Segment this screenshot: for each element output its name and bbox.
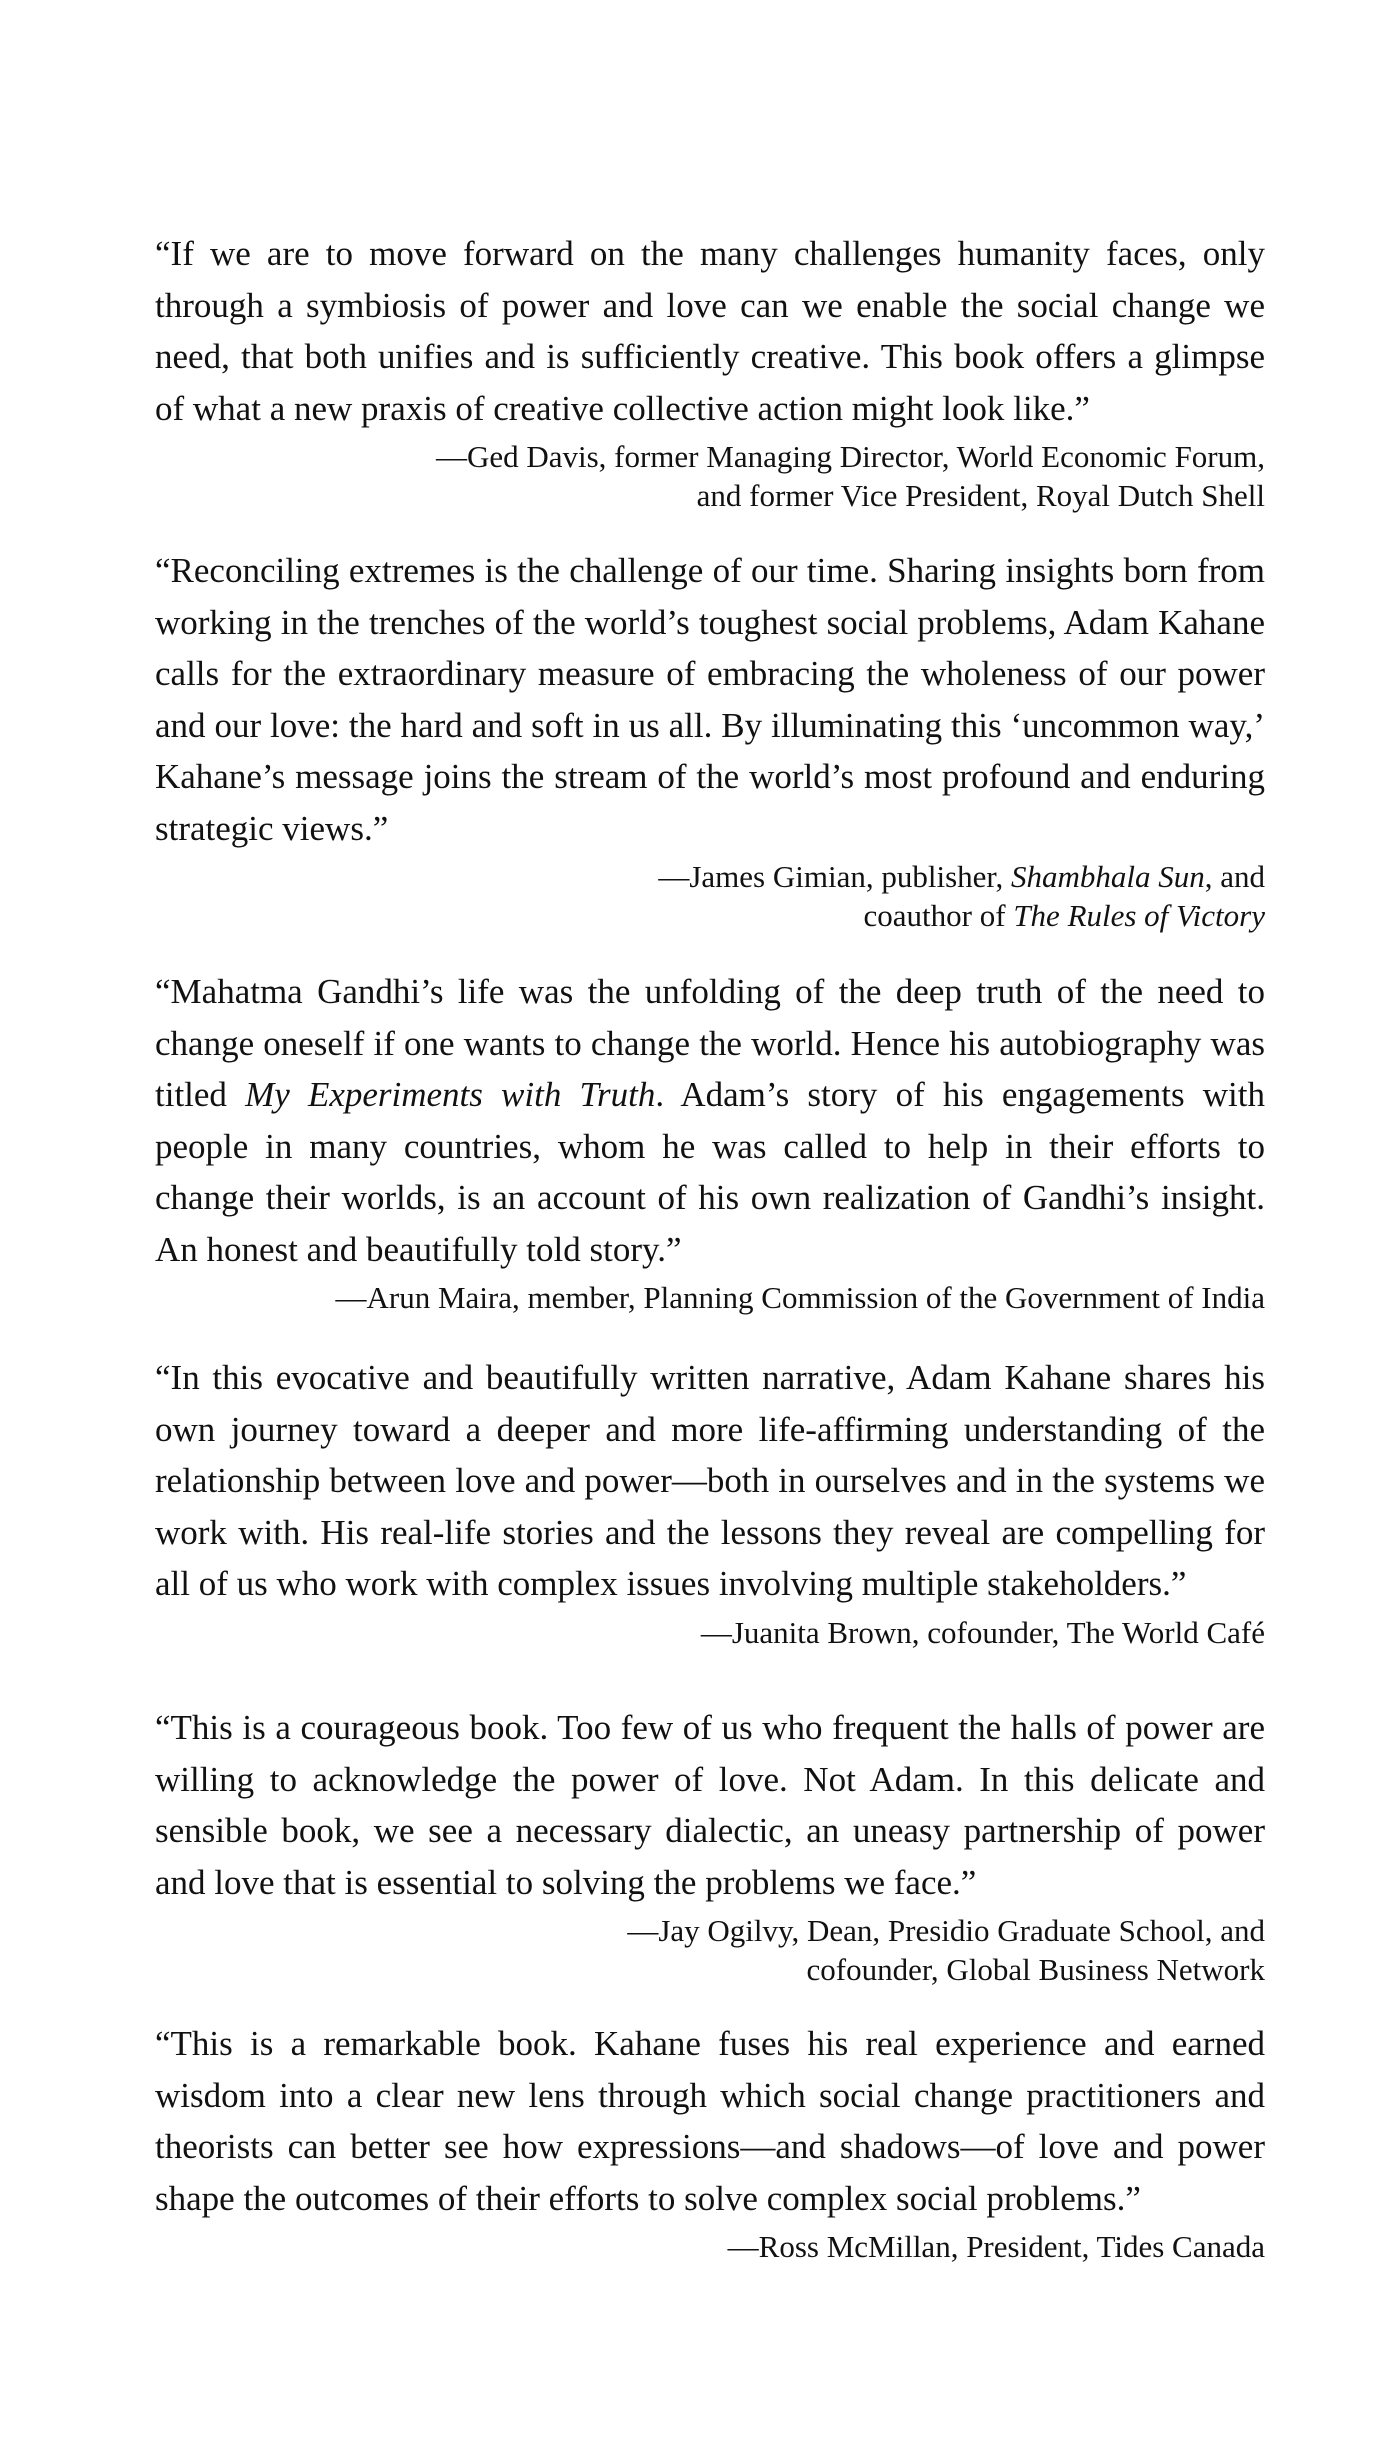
- attribution-text: , and: [1204, 859, 1265, 894]
- attribution-line: —Ged Davis, former Managing Director, World Economic Forum,: [435, 439, 1265, 474]
- book-title: The Rules of Victory: [1013, 898, 1265, 933]
- testimonial-1: [155, 228, 1265, 515]
- quote-text: “Reconciling extremes is the challenge of our time. Sharing insights born from working in the trenches of the world’s toughest social problems, Adam Kahane calls for the extraordinary measure of embracing the wholeness of our power and our love: the hard and soft in us all. By illuminating this ‘uncommon way,’ Kahane’s message joins the stream of the world’s most profound and enduring strategic views.”: [155, 551, 1265, 848]
- attribution-line: [155, 857, 1265, 896]
- attribution: [155, 1278, 1265, 1317]
- publication-title: Shambhala Sun: [1010, 859, 1205, 894]
- attribution-line: —Juanita Brown, cofounder, The World Café: [700, 1614, 1265, 1650]
- attribution-line: —Arun Maira, member, Planning Commission of the Government of India: [335, 1280, 1265, 1315]
- quote-text: “In this evocative and beautifully written narrative, Adam Kahane shares his own journey toward a deeper and more life-affirming understanding of the relationship between love and power—both in ourselves and in the systems we work with. His real-life stories and the lessons they reveal are compelling for all of us who work with complex issues involving multiple stakeholders.”: [155, 1358, 1265, 1603]
- quote-text: “This is a courageous book. Too few of us who frequent the halls of power are willing to acknowledge the power of love. Not Adam. In this delicate and sensible book, we see a necessary dialectic, an uneasy partnership of power and love that is essential to solving the problems we face.”: [155, 1708, 1265, 1902]
- attribution-text: —James Gimian, publisher,: [658, 859, 1011, 894]
- attribution-text: coauthor of: [863, 898, 1014, 933]
- attribution-line: cofounder, Global Business Network: [806, 1952, 1265, 1987]
- quote-text: “If we are to move forward on the many challenges humanity faces, only through a symbiosis of power and love can we enable the social change we need, that both unifies and is sufficiently creative. This book offers a glimpse of what a new praxis of creative collective action might look like.”: [155, 234, 1265, 428]
- testimonial-6: [155, 2018, 1265, 2266]
- attribution-line: and former Vice President, Royal Dutch Shell: [696, 478, 1265, 513]
- attribution: [155, 857, 1265, 935]
- quote-text-part: “Mahatma Gandhi’s life was the unfolding of the deep truth of the need to change oneself if one wants to change the world. Hence his autobiography was titled: [155, 972, 1265, 1114]
- testimonial-5: [155, 1702, 1265, 1989]
- testimonial-4: [155, 1352, 1265, 1652]
- attribution-line: [155, 896, 1265, 935]
- quote-text-part: . Adam’s story of his engagements with people in many countries, whom he was called to help in their efforts to change their worlds, is an account of his own realization of Gandhi’s insight. An honest and beautifully told story.”: [155, 1075, 1265, 1269]
- attribution: [155, 2227, 1265, 2266]
- testimonial-2: [155, 545, 1265, 935]
- attribution: [155, 437, 1265, 515]
- attribution-line: —Jay Ogilvy, Dean, Presidio Graduate School, and: [627, 1913, 1265, 1948]
- attribution-line: —Ross McMillan, President, Tides Canada: [727, 2229, 1265, 2264]
- quote-text: [155, 966, 1265, 1275]
- attribution: [155, 1911, 1265, 1989]
- attribution: [155, 1613, 1265, 1652]
- book-title: My Experiments with Truth: [245, 1075, 656, 1114]
- testimonial-3: [155, 966, 1265, 1317]
- quote-text: “This is a remarkable book. Kahane fuses his real experience and earned wisdom into a clear new lens through which social change practitioners and theorists can better see how expressions—and shadows—of love and power shape the outcomes of their efforts to solve complex social problems.”: [155, 2024, 1265, 2218]
